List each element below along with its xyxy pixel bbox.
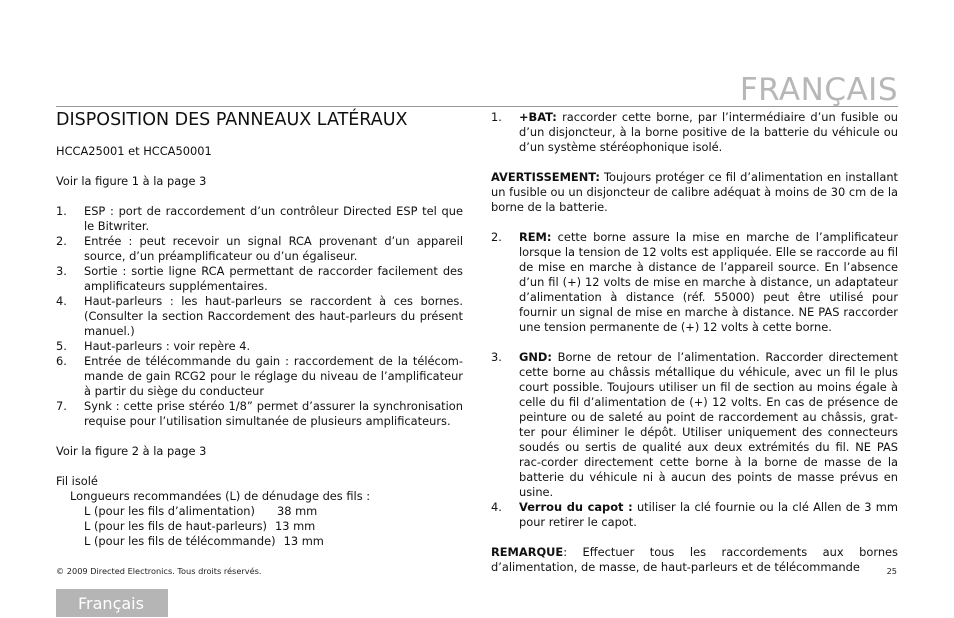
item-term: Verrou du capot : (519, 500, 633, 514)
item-number: 2. (56, 234, 67, 248)
item-text: raccorder cette borne, par l’intermédiaire d’un fusible ou d’un disjoncteur, à la borne positive de la batterie du véhicule ou d’un système stéréophonique isolé. (519, 110, 899, 154)
page-number: 25 (886, 566, 897, 576)
left-column (56, 110, 463, 549)
list-item (56, 234, 463, 264)
section-title: DISPOSITION DES PANNEAUX LATÉRAUX (56, 110, 408, 130)
wire-length-label: L (pour les fils de haut-parleurs) (84, 519, 267, 533)
list-item (56, 354, 463, 399)
item-text: Haut-parleurs : voir repère 4. (84, 339, 251, 353)
panel-items-list (56, 204, 463, 429)
lock-item (491, 500, 898, 530)
wire-length-value: 13 mm (283, 534, 324, 548)
list-item (56, 339, 463, 354)
item-text: ESP : port de raccordement d’un contrôleur Directed ESP tel que le Bitwriter. (84, 204, 463, 233)
right-column (491, 110, 898, 590)
item-term: REM: (519, 230, 552, 244)
wire-heading: Fil isolé (56, 474, 98, 488)
language-tab: Français (56, 589, 168, 617)
figure-1-reference: Voir la figure 1 à la page 3 (56, 174, 207, 188)
item-number: 4. (491, 500, 502, 514)
warning-text: Toujours protéger ce fil d’alimentation en installant un fusible ou un disjoncteur de calibre adéquat à moins de 30 cm de la borne de la batterie. (491, 170, 898, 214)
item-number: 1. (491, 110, 502, 124)
list-item (56, 399, 463, 429)
item-text: Entrée de télécommande du gain : raccordement de la télécom-mande de gain RCG2 pour le réglage du niveau de l’amplificateur à partir du siège du conducteur (84, 354, 463, 398)
wire-length-label: L (pour les fils de télécommande) (84, 534, 276, 548)
item-number: 3. (56, 264, 67, 278)
item-text: Borne de retour de l’alimentation. Raccorder directement cette borne au châssis métallique du véhicule, avec un fil le plus court possible. Toujours utiliser un fil de section au moins égale à celle du fil d’alimentation de (+) 12 volts. En cas de présence de peinture ou de saleté au point de raccordement au châssis, grat-ter pour éliminer le dépôt. Utiliser uniquement des connecteurs soudés ou sertis de qualité aux deux extrémités du fil. NE PAS rac-corder directement cette borne à la borne de masse de la batterie du véhicule ni à aucun des points de masse prévus en usine. (519, 350, 898, 499)
item-text: Sortie : sortie ligne RCA permettant de raccorder facilement des amplificateurs supplémentaires. (84, 264, 463, 293)
item-text: Haut-parleurs : les haut-parleurs se raccordent à ces bornes. (Consulter la section Raccordement des haut-parleurs du présent manuel.) (84, 294, 463, 338)
gnd-item (491, 350, 898, 500)
warning-note (491, 170, 898, 215)
item-text: Entrée : peut recevoir un signal RCA provenant d’un appareil source, d’un préamplificateur ou d’un égaliseur. (84, 234, 463, 263)
figure-2-reference: Voir la figure 2 à la page 3 (56, 444, 207, 458)
item-text: utiliser la clé fournie ou la clé Allen de 3 mm pour retirer le capot. (519, 500, 898, 529)
item-term: +BAT: (519, 110, 557, 124)
warning-term: AVERTISSEMENT: (491, 170, 600, 184)
model-numbers: HCCA25001 et HCCA50001 (56, 144, 212, 158)
wire-length-value: 38 mm (276, 504, 318, 518)
wire-length-label: L (pour les fils d’alimentation) (84, 504, 255, 518)
item-number: 2. (491, 230, 502, 244)
item-number: 5. (56, 339, 67, 353)
wire-lengths-list (56, 504, 463, 549)
wire-length-row (56, 504, 463, 519)
wire-length-value: 13 mm (274, 519, 316, 533)
header-divider (56, 106, 898, 107)
wire-stripping-block (56, 474, 463, 549)
remarque-term: REMARQUE (491, 545, 564, 559)
remarque-note (491, 545, 898, 575)
item-term: GND: (519, 350, 552, 364)
language-title: FRANÇAIS (739, 72, 898, 108)
item-number: 4. (56, 294, 67, 308)
bat-item (491, 110, 898, 155)
wire-length-row (56, 534, 463, 549)
item-text: Synk : cette prise stéréo 1/8” permet d’assurer la synchronisation requise pour l’utilisation simultanée de plusieurs amplificateurs. (84, 399, 463, 428)
list-item (56, 294, 463, 339)
item-text: cette borne assure la mise en marche de l’amplificateur lorsque la tension de 12 volts est appliquée. Elle se raccorde au fil de mise en marche à distance de l’appareil source. En l’absence d’un fil (+) 12 volts de mise en marche à distance, un adaptateur d’alimentation à distance (réf. 55000) peut être utilisé pour fournir un signal de mise en marche à distance. NE PAS raccorder une tension permanente de (+) 12 volts à cette borne. (519, 230, 899, 334)
item-number: 3. (491, 350, 502, 364)
copyright-notice: © 2009 Directed Electronics. Tous droits réservés. (56, 566, 262, 576)
item-number: 7. (56, 399, 67, 413)
list-item (56, 204, 463, 234)
item-number: 6. (56, 354, 67, 368)
rem-item (491, 230, 898, 335)
item-number: 1. (56, 204, 67, 218)
wire-length-row (56, 519, 463, 534)
list-item (56, 264, 463, 294)
wire-subheading: Longueurs recommandées (L) de dénudage des fils : (70, 489, 371, 503)
remarque-text: : Effectuer tous les raccordements aux bornes d’alimentation, de masse, de haut-parleurs et de télécommande (491, 545, 898, 574)
